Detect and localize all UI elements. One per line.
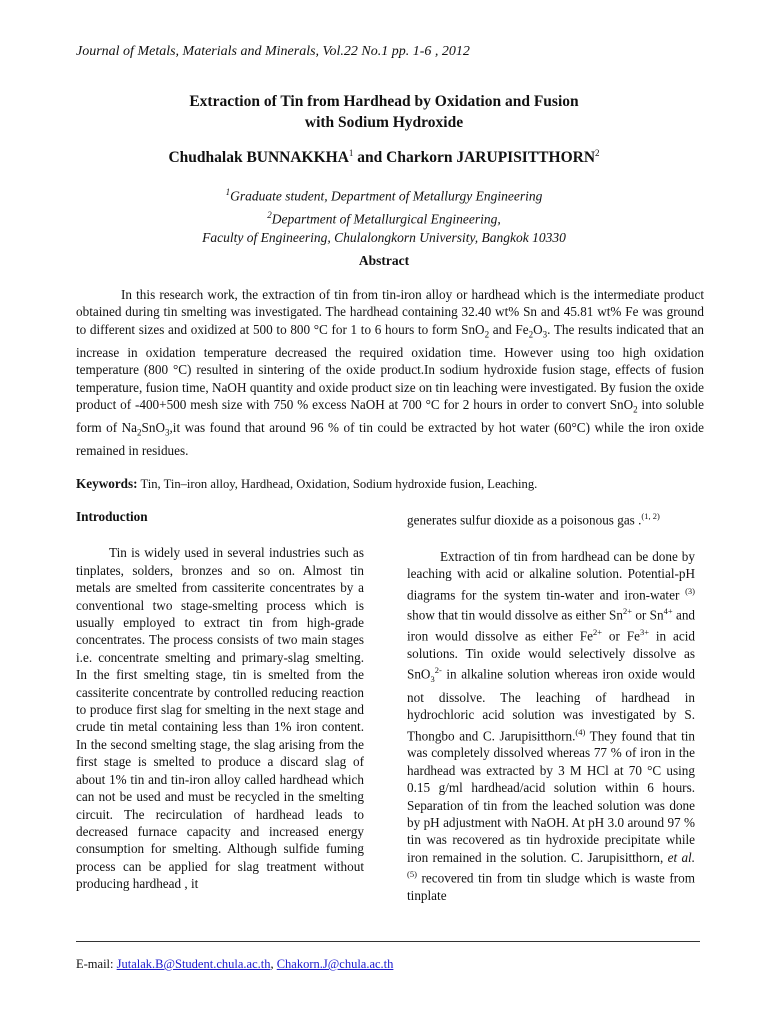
author-2-affiliation-mark: 2: [595, 148, 600, 158]
citation-1-2: (1, 2): [641, 511, 660, 521]
author-list: [0, 148, 768, 167]
paper-title: [0, 91, 768, 133]
citation-5: (5): [407, 869, 417, 880]
abstract-text-3: O: [533, 321, 543, 337]
affiliation-1-mark: 1: [225, 187, 231, 197]
email-link-1[interactable]: Jutalak.B@Student.chula.ac.th: [116, 957, 271, 971]
leaching-text-h: They found that tin was completely dissolved whereas 77 % of iron in the hardhead was extracted by 3 M HCl at 70 °C using 0.15 g/ml hardhead/acid solution within 6 hours. Separation of tin from the leached solution was done by pH adjustment with NaOH. At pH 3.0 around 97 % tin was recovered as tin hydroxide precipitate while iron remained in the solution. C. Jarupisitthorn,: [407, 728, 696, 865]
abstract-text-5: into soluble form of Na: [76, 397, 704, 436]
abstract-text-7: ,it was found that around 96 % of tin could be extracted by hot water (60°C) while the iron oxide remained in residues.: [76, 420, 704, 459]
affiliations: [0, 183, 768, 247]
abstract-body: [76, 286, 704, 460]
leaching-text-a: Extraction of tin from hardhead can be done by leaching with acid or alkaline solution. Potential-pH diagrams for the system tin-water and iron-water: [407, 548, 695, 602]
keywords-text: Tin, Tin–iron alloy, Hardhead, Oxidation, Sodium hydroxide fusion, Leaching.: [137, 477, 538, 491]
sn2-charge: 2+: [622, 606, 633, 617]
leaching-text-c: or Sn: [632, 607, 664, 623]
abstract-heading: Abstract: [358, 253, 410, 268]
leaching-text-e: or Fe: [602, 628, 640, 644]
author-2: Charkorn JARUPISITTHORN: [386, 149, 596, 167]
sno3-charge: 2-: [434, 665, 442, 676]
leaching-text-b: show that tin would dissolve as either Sn: [407, 607, 623, 623]
affiliation-2-mark: 2: [267, 209, 272, 220]
email-link-2[interactable]: Chakorn.J@chula.ac.th: [276, 957, 394, 971]
footnote-email: [76, 957, 393, 972]
abstract-text-1: In this research work, the extraction of tin from tin-iron alloy or hardhead which is the intermediate product obtained during tin smelting was investigated. The hardhead containing 32.40 wt% Sn and 45.81 wt% Fe was ground to different sizes and oxidized at 500 to 800 °C for 1 to 6 hours to form SnO: [76, 287, 704, 337]
abstract-text-6: SnO: [141, 420, 165, 436]
title-line-1: Extraction of Tin from Hardhead by Oxidation and Fusion: [189, 93, 579, 110]
author-1-affiliation-mark: 1: [348, 148, 354, 158]
citation-3: (3): [685, 585, 695, 596]
right-column: [407, 508, 695, 905]
abstract-sub-5: 2: [137, 427, 142, 438]
abstract-text-4: . The results indicated that an increase in oxidation temperature decreased the required oxidation time. However using too high oxidation temperature (800 °C) resulted in sintering of the oxide product.In sodium hydroxide fusion stage, effects of fusion temperature, fusion time, NaOH quantity and oxide product size on tin leaching were investigated. By fusion the oxide product of -400+500 mesh size with 750 % excess NaOH at 700 °C for 2 hours in order to convert SnO: [76, 321, 704, 413]
abstract-sub-6: 3: [164, 427, 170, 438]
leaching-paragraph: [407, 548, 695, 905]
et-al: et al.: [667, 849, 695, 865]
abstract-sub-2: 2: [528, 329, 534, 340]
affiliation-1-text: Graduate student, Department of Metallurgy Engineering: [230, 188, 543, 204]
introduction-paragraph: Tin is widely used in several industries such as tinplates, solders, bronzes and so on. Almost tin metals are smelted from cassiterite concentrates by a conventional two stage-smelting process which is usually employed to extract tin from high-grade concentrates. The process consists of two main stages i.e. concentrate smelting and primary-slag smelting. In the first smelting stage, tin is smelted from the cassiterite concentrate by controlled reducing reaction to produce first slag for smelting in the next stage and crude tin metal containing less than 1% iron content. In the second smelting stage, the slag arising from the first stage is smelted to produce a discard slag of about 1% tin and tin-iron alloy called hardhead which can not be used and must be recycled in the smelting circuit. The recirculation of hardhead leads to decreased furnace capacity and increased energy consumption for smelting. Although sulfide fuming process can be applied for slag treatment without producing hardhead , it: [76, 545, 364, 892]
left-column: [76, 508, 364, 893]
author-separator: and: [353, 149, 387, 167]
leaching-text-d: and iron would dissolve as either Fe: [407, 607, 696, 644]
sn4-charge: 4+: [663, 606, 673, 617]
keywords-label: Keywords:: [76, 476, 138, 491]
affiliation-1: [0, 183, 768, 206]
citation-4: (4): [575, 726, 586, 737]
continued-paragraph: [407, 508, 695, 529]
abstract-sub-4: 2: [633, 404, 638, 415]
email-label: E-mail:: [76, 957, 117, 971]
leaching-text-i: recovered tin from tin sludge which is waste from tinplate: [407, 870, 695, 904]
affiliation-2: [0, 206, 768, 229]
abstract-sub-3: 3: [542, 329, 548, 340]
affiliation-2-text: Department of Metallurgical Engineering,: [271, 211, 501, 226]
title-line-2: with Sodium Hydroxide: [304, 114, 464, 131]
keywords: [76, 476, 704, 492]
abstract-sub-1: 2: [484, 329, 490, 340]
continued-text: generates sulfur dioxide as a poisonous gas .: [407, 512, 642, 528]
fe2-charge: 2+: [593, 627, 603, 638]
abstract-text-2: and Fe: [489, 321, 529, 337]
leaching-text-f: in acid solutions. Tin oxide would selectively dissolve as SnO: [407, 628, 695, 682]
email-separator: ,: [270, 957, 277, 971]
affiliation-3: Faculty of Engineering, Chulalongkorn University, Bangkok 10330: [202, 230, 566, 245]
sno3-subscript: 3: [430, 674, 435, 685]
author-1: Chudhalak BUNNAKKHA: [168, 149, 349, 167]
introduction-heading: Introduction: [76, 509, 148, 524]
footnote-divider: [76, 941, 700, 942]
fe3-charge: 3+: [639, 627, 650, 638]
journal-header: Journal of Metals, Materials and Minerals, Vol.22 No.1 pp. 1-6 , 2012: [76, 44, 470, 59]
leaching-text-g: in alkaline solution whereas iron oxide would not dissolve. The leaching of hardhead in hydrochloric acid solution was investigated by S. Thongbo and C. Jarupisitthorn.: [407, 666, 695, 744]
